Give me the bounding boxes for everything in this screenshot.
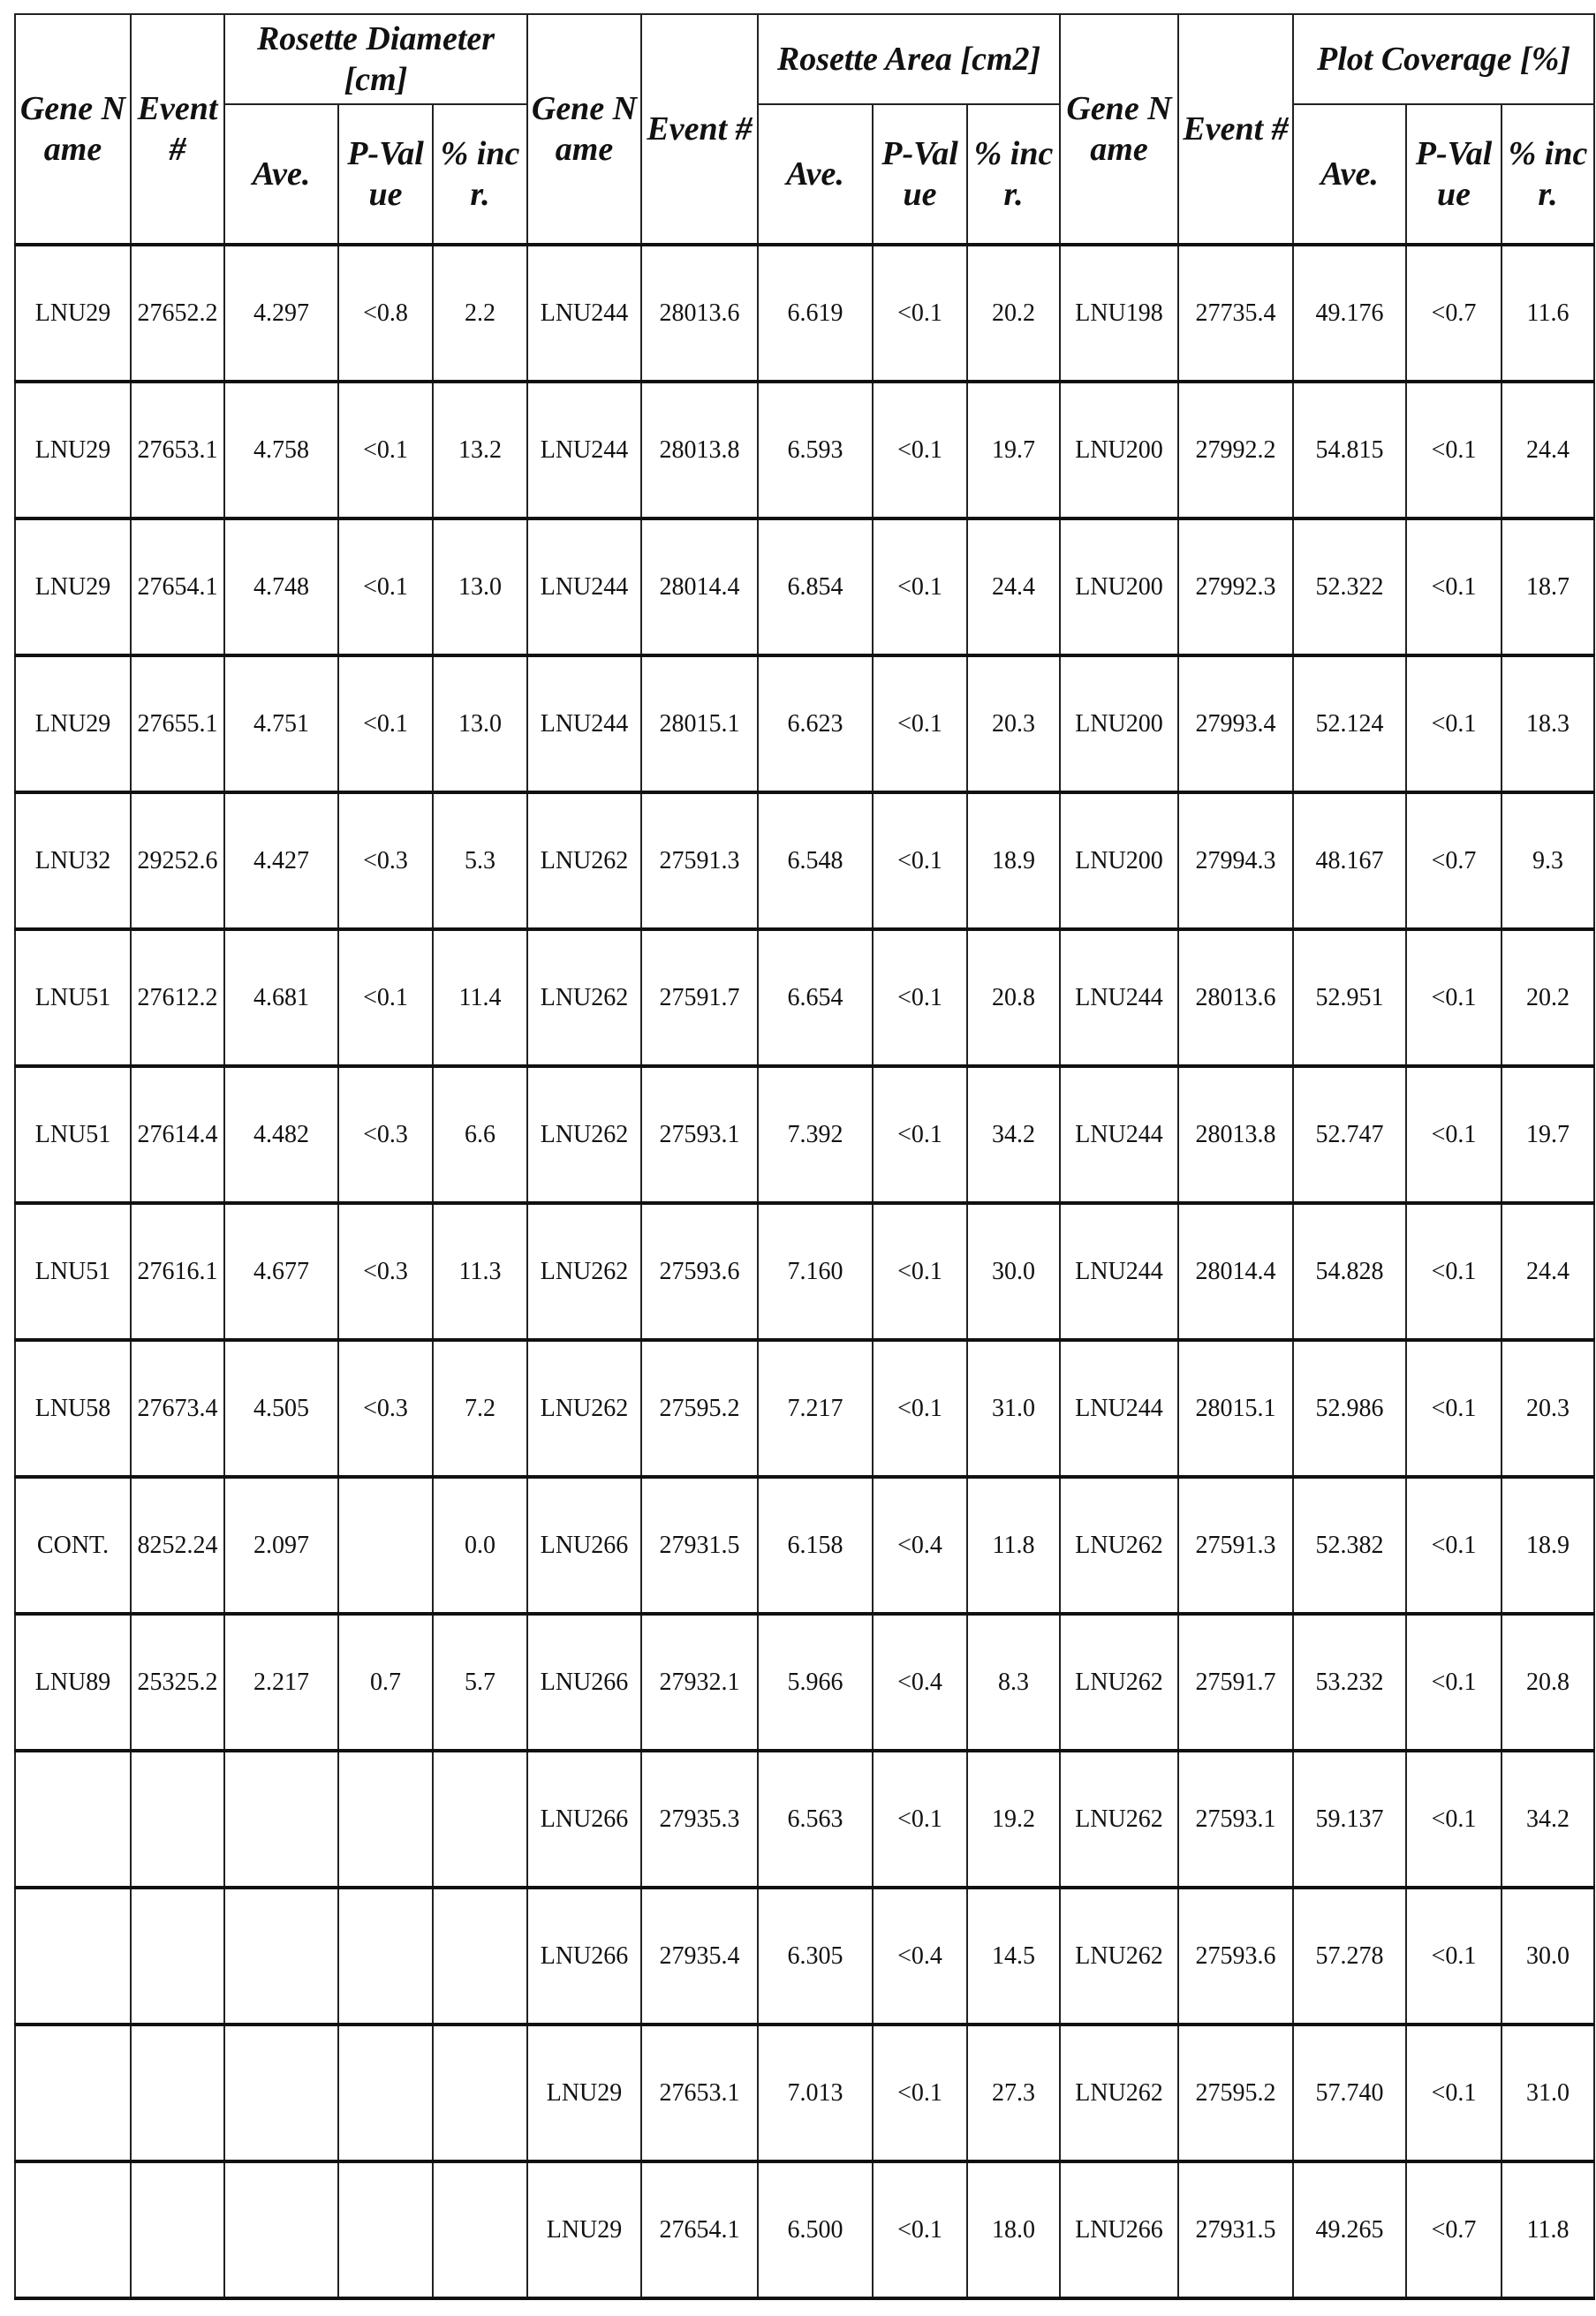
area-event-cell: 27931.5 (641, 1477, 758, 1614)
area-ave-cell: 6.654 (758, 929, 873, 1066)
diameter-p-value-cell: <0.3 (338, 1203, 433, 1340)
area-gene-name-cell: LNU244 (527, 518, 641, 655)
diameter-gene-name-cell: CONT. (15, 1477, 131, 1614)
coverage-gene-name-cell: LNU244 (1060, 1203, 1178, 1340)
area-pct-incr-cell: 18.9 (967, 792, 1060, 929)
diameter-pct-incr-cell: 13.0 (433, 518, 527, 655)
diameter-gene-name-cell: LNU51 (15, 1066, 131, 1203)
area-ave-cell: 6.563 (758, 1751, 873, 1888)
coverage-event-cell: 28013.8 (1178, 1066, 1293, 1203)
diameter-p-value-cell: <0.1 (338, 382, 433, 518)
coverage-event-cell: 28015.1 (1178, 1340, 1293, 1477)
coverage-p-value-cell: <0.1 (1406, 655, 1501, 792)
diameter-event-cell: 25325.2 (131, 1614, 224, 1751)
coverage-event-cell: 27931.5 (1178, 2161, 1293, 2298)
coverage-ave-cell: 52.382 (1293, 1477, 1406, 1614)
area-pct-incr-cell: 19.7 (967, 382, 1060, 518)
area-pct-incr-cell: 30.0 (967, 1203, 1060, 1340)
area-pct-incr-cell: 27.3 (967, 2025, 1060, 2161)
coverage-pct-incr-cell: 11.8 (1501, 2161, 1594, 2298)
diameter-gene-name-cell: LNU58 (15, 1340, 131, 1477)
coverage-ave-cell: 54.815 (1293, 382, 1406, 518)
table-row (15, 518, 1594, 655)
coverage-p-value-cell: <0.1 (1406, 1751, 1501, 1888)
area-p-value-cell: <0.1 (873, 2161, 967, 2298)
coverage-p-value-cell: <0.1 (1406, 1888, 1501, 2025)
area-gene-name-cell: LNU262 (527, 1203, 641, 1340)
table-row (15, 1066, 1594, 1203)
coverage-pct-incr-cell: 9.3 (1501, 792, 1594, 929)
area-ave-cell: 6.548 (758, 792, 873, 929)
diameter-event-cell (131, 1751, 224, 1888)
header-gene-name-2: Gene Name (527, 14, 641, 245)
coverage-pct-incr-cell: 24.4 (1501, 1203, 1594, 1340)
coverage-event-cell: 27992.2 (1178, 382, 1293, 518)
area-p-value-cell: <0.1 (873, 929, 967, 1066)
coverage-p-value-cell: <0.1 (1406, 929, 1501, 1066)
coverage-ave-cell: 52.951 (1293, 929, 1406, 1066)
diameter-p-value-cell (338, 1888, 433, 2025)
area-p-value-cell: <0.1 (873, 518, 967, 655)
header-event-2: Event # (641, 14, 758, 245)
coverage-gene-name-cell: LNU262 (1060, 1614, 1178, 1751)
area-ave-cell: 6.305 (758, 1888, 873, 2025)
area-gene-name-cell: LNU262 (527, 1066, 641, 1203)
area-gene-name-cell: LNU244 (527, 382, 641, 518)
coverage-event-cell: 27593.1 (1178, 1751, 1293, 1888)
area-event-cell: 27935.3 (641, 1751, 758, 1888)
coverage-gene-name-cell: LNU266 (1060, 2161, 1178, 2298)
diameter-event-cell: 27612.2 (131, 929, 224, 1066)
coverage-gene-name-cell: LNU200 (1060, 382, 1178, 518)
area-event-cell: 28013.6 (641, 245, 758, 382)
diameter-ave-cell: 4.758 (224, 382, 338, 518)
table-body (15, 245, 1594, 2298)
diameter-pct-incr-cell: 7.2 (433, 1340, 527, 1477)
diameter-ave-cell: 4.427 (224, 792, 338, 929)
coverage-gene-name-cell: LNU262 (1060, 2025, 1178, 2161)
diameter-ave-cell: 2.217 (224, 1614, 338, 1751)
coverage-pct-incr-cell: 34.2 (1501, 1751, 1594, 1888)
area-pct-incr-cell: 34.2 (967, 1066, 1060, 1203)
area-p-value-cell: <0.1 (873, 792, 967, 929)
header-pct-incr: % incr. (433, 104, 527, 245)
coverage-pct-incr-cell: 20.2 (1501, 929, 1594, 1066)
area-ave-cell: 5.966 (758, 1614, 873, 1751)
area-event-cell: 27654.1 (641, 2161, 758, 2298)
coverage-ave-cell: 48.167 (1293, 792, 1406, 929)
area-event-cell: 27653.1 (641, 2025, 758, 2161)
area-pct-incr-cell: 24.4 (967, 518, 1060, 655)
diameter-p-value-cell (338, 1751, 433, 1888)
diameter-pct-incr-cell: 5.3 (433, 792, 527, 929)
diameter-ave-cell (224, 1751, 338, 1888)
area-ave-cell: 6.623 (758, 655, 873, 792)
area-event-cell: 27591.7 (641, 929, 758, 1066)
area-event-cell: 27593.1 (641, 1066, 758, 1203)
area-pct-incr-cell: 20.2 (967, 245, 1060, 382)
coverage-ave-cell: 52.124 (1293, 655, 1406, 792)
area-p-value-cell: <0.4 (873, 1477, 967, 1614)
diameter-pct-incr-cell (433, 2025, 527, 2161)
area-ave-cell: 6.593 (758, 382, 873, 518)
diameter-pct-incr-cell: 13.2 (433, 382, 527, 518)
diameter-event-cell: 27614.4 (131, 1066, 224, 1203)
header-gene-name-1: Gene Name (15, 14, 131, 245)
diameter-event-cell (131, 2025, 224, 2161)
coverage-p-value-cell: <0.7 (1406, 245, 1501, 382)
area-p-value-cell: <0.1 (873, 2025, 967, 2161)
header-p-value: P-Value (873, 104, 967, 245)
header-pct-incr: % incr. (1501, 104, 1594, 245)
coverage-pct-incr-cell: 20.8 (1501, 1614, 1594, 1751)
coverage-gene-name-cell: LNU244 (1060, 1340, 1178, 1477)
diameter-p-value-cell (338, 2161, 433, 2298)
diameter-gene-name-cell: LNU29 (15, 655, 131, 792)
table-row (15, 655, 1594, 792)
area-gene-name-cell: LNU266 (527, 1614, 641, 1751)
diameter-gene-name-cell (15, 2025, 131, 2161)
diameter-p-value-cell: <0.8 (338, 245, 433, 382)
diameter-event-cell: 27655.1 (131, 655, 224, 792)
diameter-event-cell: 8252.24 (131, 1477, 224, 1614)
table-row (15, 2025, 1594, 2161)
area-pct-incr-cell: 14.5 (967, 1888, 1060, 2025)
diameter-pct-incr-cell (433, 2161, 527, 2298)
area-ave-cell: 6.500 (758, 2161, 873, 2298)
coverage-p-value-cell: <0.7 (1406, 792, 1501, 929)
coverage-event-cell: 28013.6 (1178, 929, 1293, 1066)
header-event-1: Event # (131, 14, 224, 245)
coverage-ave-cell: 57.278 (1293, 1888, 1406, 2025)
area-ave-cell: 7.217 (758, 1340, 873, 1477)
area-pct-incr-cell: 31.0 (967, 1340, 1060, 1477)
diameter-pct-incr-cell: 5.7 (433, 1614, 527, 1751)
diameter-gene-name-cell (15, 1888, 131, 2025)
diameter-event-cell: 27653.1 (131, 382, 224, 518)
diameter-ave-cell (224, 2025, 338, 2161)
coverage-p-value-cell: <0.1 (1406, 1614, 1501, 1751)
table-row (15, 929, 1594, 1066)
area-p-value-cell: <0.1 (873, 382, 967, 518)
coverage-p-value-cell: <0.1 (1406, 1340, 1501, 1477)
coverage-event-cell: 27591.3 (1178, 1477, 1293, 1614)
header-plot-coverage: Plot Coverage [%] (1293, 14, 1594, 104)
diameter-pct-incr-cell: 11.3 (433, 1203, 527, 1340)
diameter-ave-cell: 2.097 (224, 1477, 338, 1614)
area-gene-name-cell: LNU262 (527, 792, 641, 929)
area-pct-incr-cell: 18.0 (967, 2161, 1060, 2298)
coverage-event-cell: 27593.6 (1178, 1888, 1293, 2025)
header-p-value: P-Value (338, 104, 433, 245)
area-gene-name-cell: LNU262 (527, 1340, 641, 1477)
coverage-ave-cell: 53.232 (1293, 1614, 1406, 1751)
diameter-pct-incr-cell: 13.0 (433, 655, 527, 792)
coverage-gene-name-cell: LNU244 (1060, 929, 1178, 1066)
area-event-cell: 28013.8 (641, 382, 758, 518)
diameter-pct-incr-cell (433, 1751, 527, 1888)
coverage-gene-name-cell: LNU200 (1060, 792, 1178, 929)
diameter-p-value-cell (338, 2025, 433, 2161)
area-p-value-cell: <0.4 (873, 1888, 967, 2025)
header-ave: Ave. (1293, 104, 1406, 245)
diameter-ave-cell (224, 2161, 338, 2298)
area-gene-name-cell: LNU266 (527, 1888, 641, 2025)
area-pct-incr-cell: 20.8 (967, 929, 1060, 1066)
diameter-p-value-cell: <0.1 (338, 655, 433, 792)
header-event-3: Event # (1178, 14, 1293, 245)
area-p-value-cell: <0.1 (873, 1751, 967, 1888)
table-row (15, 1614, 1594, 1751)
coverage-event-cell: 27993.4 (1178, 655, 1293, 792)
area-gene-name-cell: LNU29 (527, 2161, 641, 2298)
coverage-pct-incr-cell: 11.6 (1501, 245, 1594, 382)
area-event-cell: 27591.3 (641, 792, 758, 929)
coverage-pct-incr-cell: 18.3 (1501, 655, 1594, 792)
area-gene-name-cell: LNU262 (527, 929, 641, 1066)
diameter-ave-cell: 4.482 (224, 1066, 338, 1203)
area-event-cell: 27935.4 (641, 1888, 758, 2025)
coverage-ave-cell: 49.265 (1293, 2161, 1406, 2298)
coverage-pct-incr-cell: 30.0 (1501, 1888, 1594, 2025)
coverage-p-value-cell: <0.1 (1406, 1477, 1501, 1614)
area-event-cell: 28014.4 (641, 518, 758, 655)
coverage-p-value-cell: <0.1 (1406, 2025, 1501, 2161)
coverage-event-cell: 27735.4 (1178, 245, 1293, 382)
area-p-value-cell: <0.1 (873, 1340, 967, 1477)
area-ave-cell: 7.160 (758, 1203, 873, 1340)
coverage-gene-name-cell: LNU262 (1060, 1888, 1178, 2025)
diameter-gene-name-cell: LNU51 (15, 1203, 131, 1340)
coverage-gene-name-cell: LNU262 (1060, 1477, 1178, 1614)
area-ave-cell: 7.392 (758, 1066, 873, 1203)
diameter-ave-cell: 4.505 (224, 1340, 338, 1477)
area-p-value-cell: <0.1 (873, 245, 967, 382)
coverage-pct-incr-cell: 24.4 (1501, 382, 1594, 518)
table-row (15, 1340, 1594, 1477)
area-event-cell: 27595.2 (641, 1340, 758, 1477)
coverage-p-value-cell: <0.1 (1406, 382, 1501, 518)
diameter-pct-incr-cell: 6.6 (433, 1066, 527, 1203)
table-row (15, 1477, 1594, 1614)
area-p-value-cell: <0.1 (873, 655, 967, 792)
coverage-event-cell: 27994.3 (1178, 792, 1293, 929)
header-rosette-area: Rosette Area [cm2] (758, 14, 1060, 104)
area-gene-name-cell: LNU266 (527, 1751, 641, 1888)
diameter-p-value-cell: <0.1 (338, 518, 433, 655)
coverage-gene-name-cell: LNU198 (1060, 245, 1178, 382)
diameter-ave-cell: 4.681 (224, 929, 338, 1066)
coverage-p-value-cell: <0.7 (1406, 2161, 1501, 2298)
area-pct-incr-cell: 11.8 (967, 1477, 1060, 1614)
coverage-ave-cell: 52.986 (1293, 1340, 1406, 1477)
diameter-ave-cell (224, 1888, 338, 2025)
diameter-p-value-cell: <0.3 (338, 1340, 433, 1477)
coverage-ave-cell: 52.747 (1293, 1066, 1406, 1203)
diameter-event-cell: 27654.1 (131, 518, 224, 655)
diameter-ave-cell: 4.748 (224, 518, 338, 655)
area-event-cell: 28015.1 (641, 655, 758, 792)
coverage-p-value-cell: <0.1 (1406, 518, 1501, 655)
area-gene-name-cell: LNU244 (527, 245, 641, 382)
diameter-ave-cell: 4.297 (224, 245, 338, 382)
coverage-event-cell: 28014.4 (1178, 1203, 1293, 1340)
area-gene-name-cell: LNU266 (527, 1477, 641, 1614)
diameter-p-value-cell: <0.3 (338, 792, 433, 929)
coverage-gene-name-cell: LNU200 (1060, 518, 1178, 655)
diameter-gene-name-cell (15, 1751, 131, 1888)
table-row (15, 245, 1594, 382)
coverage-pct-incr-cell: 18.9 (1501, 1477, 1594, 1614)
table-row (15, 382, 1594, 518)
diameter-pct-incr-cell: 2.2 (433, 245, 527, 382)
header-p-value: P-Value (1406, 104, 1501, 245)
area-pct-incr-cell: 20.3 (967, 655, 1060, 792)
diameter-gene-name-cell: LNU29 (15, 382, 131, 518)
diameter-gene-name-cell: LNU89 (15, 1614, 131, 1751)
coverage-ave-cell: 54.828 (1293, 1203, 1406, 1340)
coverage-ave-cell: 52.322 (1293, 518, 1406, 655)
coverage-p-value-cell: <0.1 (1406, 1066, 1501, 1203)
header-gene-name-3: Gene Name (1060, 14, 1178, 245)
area-pct-incr-cell: 8.3 (967, 1614, 1060, 1751)
diameter-ave-cell: 4.677 (224, 1203, 338, 1340)
coverage-event-cell: 27591.7 (1178, 1614, 1293, 1751)
diameter-event-cell (131, 1888, 224, 2025)
coverage-gene-name-cell: LNU200 (1060, 655, 1178, 792)
area-p-value-cell: <0.4 (873, 1614, 967, 1751)
area-ave-cell: 7.013 (758, 2025, 873, 2161)
results-table (14, 13, 1595, 2300)
diameter-gene-name-cell (15, 2161, 131, 2298)
diameter-event-cell: 27616.1 (131, 1203, 224, 1340)
coverage-event-cell: 27595.2 (1178, 2025, 1293, 2161)
area-gene-name-cell: LNU244 (527, 655, 641, 792)
table-row (15, 1751, 1594, 1888)
area-gene-name-cell: LNU29 (527, 2025, 641, 2161)
diameter-p-value-cell: <0.3 (338, 1066, 433, 1203)
table-row (15, 2161, 1594, 2298)
diameter-gene-name-cell: LNU29 (15, 518, 131, 655)
table-row (15, 1203, 1594, 1340)
diameter-gene-name-cell: LNU51 (15, 929, 131, 1066)
table-row (15, 1888, 1594, 2025)
diameter-pct-incr-cell: 0.0 (433, 1477, 527, 1614)
area-event-cell: 27593.6 (641, 1203, 758, 1340)
diameter-event-cell (131, 2161, 224, 2298)
diameter-event-cell: 29252.6 (131, 792, 224, 929)
header-pct-incr: % incr. (967, 104, 1060, 245)
table-row (15, 792, 1594, 929)
diameter-gene-name-cell: LNU29 (15, 245, 131, 382)
area-ave-cell: 6.158 (758, 1477, 873, 1614)
diameter-gene-name-cell: LNU32 (15, 792, 131, 929)
coverage-gene-name-cell: LNU244 (1060, 1066, 1178, 1203)
coverage-ave-cell: 57.740 (1293, 2025, 1406, 2161)
area-event-cell: 27932.1 (641, 1614, 758, 1751)
diameter-event-cell: 27652.2 (131, 245, 224, 382)
coverage-ave-cell: 49.176 (1293, 245, 1406, 382)
coverage-gene-name-cell: LNU262 (1060, 1751, 1178, 1888)
diameter-pct-incr-cell (433, 1888, 527, 2025)
coverage-pct-incr-cell: 18.7 (1501, 518, 1594, 655)
header-rosette-diameter: Rosette Diameter [cm] (224, 14, 527, 104)
diameter-event-cell: 27673.4 (131, 1340, 224, 1477)
coverage-pct-incr-cell: 20.3 (1501, 1340, 1594, 1477)
coverage-p-value-cell: <0.1 (1406, 1203, 1501, 1340)
area-ave-cell: 6.854 (758, 518, 873, 655)
diameter-pct-incr-cell: 11.4 (433, 929, 527, 1066)
diameter-p-value-cell: 0.7 (338, 1614, 433, 1751)
diameter-ave-cell: 4.751 (224, 655, 338, 792)
area-p-value-cell: <0.1 (873, 1203, 967, 1340)
area-ave-cell: 6.619 (758, 245, 873, 382)
diameter-p-value-cell: <0.1 (338, 929, 433, 1066)
coverage-pct-incr-cell: 19.7 (1501, 1066, 1594, 1203)
area-p-value-cell: <0.1 (873, 1066, 967, 1203)
coverage-event-cell: 27992.3 (1178, 518, 1293, 655)
diameter-p-value-cell (338, 1477, 433, 1614)
coverage-ave-cell: 59.137 (1293, 1751, 1406, 1888)
header-ave: Ave. (758, 104, 873, 245)
area-pct-incr-cell: 19.2 (967, 1751, 1060, 1888)
header-ave: Ave. (224, 104, 338, 245)
coverage-pct-incr-cell: 31.0 (1501, 2025, 1594, 2161)
